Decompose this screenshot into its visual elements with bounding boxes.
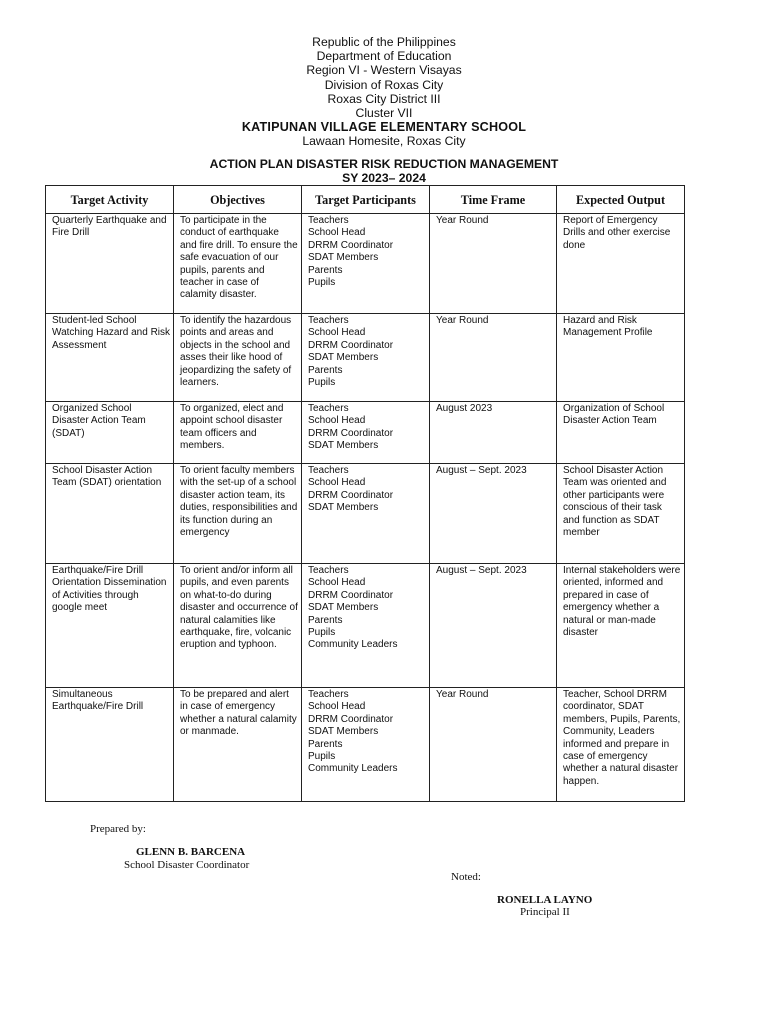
- participants-cell: [302, 464, 430, 564]
- objectives-cell: To identify the hazardous points and areas and objects in the school and asses their like hood of jeopardizing the safety of learners.: [174, 314, 302, 402]
- participant-item: School Head: [308, 327, 366, 339]
- participant-item: School Head: [308, 477, 366, 489]
- noted-label: Noted:: [451, 871, 481, 883]
- participant-item: Parents: [308, 738, 343, 750]
- noter-name: RONELLA LAYNO: [497, 894, 593, 906]
- table-row: [46, 314, 685, 402]
- participant-item: Pupils: [308, 277, 336, 289]
- participant-item: DRRM Coordinator: [308, 427, 394, 439]
- participant-item: Teachers: [308, 215, 349, 226]
- participant-item: Pupils: [308, 377, 336, 389]
- objectives-cell: To orient faculty members with the set-up of a school disaster action team, its duties, responsibilities and its function during an emergency: [174, 464, 302, 564]
- participant-item: Parents: [308, 364, 343, 376]
- expected-output-cell: Hazard and Risk Management Profile: [557, 314, 685, 402]
- objectives-cell: To orient and/or inform all pupils, and even parents on what-to-do during disaster and occurrence of natural calamities like earthquake, fire, volcanic eruption and typhoon.: [174, 564, 302, 688]
- header-line-division: Division of Roxas City: [324, 77, 444, 92]
- time-frame-cell: August – Sept. 2023: [430, 464, 557, 564]
- table-row: [46, 564, 685, 688]
- participant-item: DRRM Coordinator: [308, 239, 394, 251]
- table-row: [46, 688, 685, 802]
- participant-item: SDAT Members: [308, 726, 379, 738]
- activity-cell: School Disaster Action Team (SDAT) orientation: [46, 464, 174, 564]
- preparer-title: School Disaster Coordinator: [124, 859, 250, 871]
- expected-output-cell: Internal stakeholders were oriented, informed and prepared in case of emergency whether a natural or man-made disaster: [557, 564, 685, 688]
- document-header: [0, 35, 768, 149]
- school-name: KATIPUNAN VILLAGE ELEMENTARY SCHOOL: [241, 120, 527, 135]
- participant-item: School Head: [308, 577, 366, 589]
- participant-item: Teachers: [308, 465, 349, 476]
- time-frame-cell: Year Round: [430, 214, 557, 314]
- column-header-target-participants: Target Participants: [302, 186, 430, 214]
- title-line-school-year: SY 2023– 2024: [342, 171, 426, 185]
- participant-item: School Head: [308, 701, 366, 713]
- column-header-time-frame: Time Frame: [430, 186, 557, 214]
- prepared-by-label: Prepared by:: [90, 823, 146, 835]
- activity-cell: Student-led School Watching Hazard and Risk Assessment: [46, 314, 174, 402]
- participant-item: Teachers: [308, 565, 349, 576]
- school-address: Lawaan Homesite, Roxas City: [302, 134, 466, 149]
- activity-cell: Simultaneous Earthquake/Fire Drill: [46, 688, 174, 802]
- column-header-objectives: Objectives: [174, 186, 302, 214]
- participant-item: SDAT Members: [308, 602, 379, 614]
- objectives-cell: To be prepared and alert in case of emergency whether a natural calamity or manmade.: [174, 688, 302, 802]
- table-header-row: [46, 186, 685, 214]
- participant-item: SDAT Members: [308, 502, 379, 514]
- column-header-expected-output: Expected Output: [557, 186, 685, 214]
- table-row: [46, 464, 685, 564]
- participant-item: SDAT Members: [308, 440, 379, 452]
- participant-item: SDAT Members: [308, 352, 379, 364]
- participant-item: DRRM Coordinator: [308, 713, 394, 725]
- participant-item: Community Leaders: [308, 639, 398, 651]
- header-line-district: Roxas City District III: [327, 91, 441, 106]
- header-line-department: Department of Education: [316, 49, 452, 64]
- participant-item: School Head: [308, 227, 366, 239]
- participant-item: Pupils: [308, 751, 336, 763]
- participants-cell: [302, 564, 430, 688]
- document-title: [0, 157, 768, 185]
- time-frame-cell: Year Round: [430, 688, 557, 802]
- table-row: [46, 214, 685, 314]
- participant-item: DRRM Coordinator: [308, 339, 394, 351]
- action-plan-table: [45, 185, 685, 802]
- participant-item: School Head: [308, 415, 366, 427]
- objectives-cell: To organized, elect and appoint school disaster team officers and members.: [174, 402, 302, 464]
- participants-cell: [302, 214, 430, 314]
- title-line-plan: ACTION PLAN DISASTER RISK REDUCTION MANAGEMENT: [209, 157, 559, 171]
- expected-output-cell: Report of Emergency Drills and other exercise done: [557, 214, 685, 314]
- header-line-region: Region VI - Western Visayas: [306, 63, 462, 78]
- participant-item: Teachers: [308, 315, 349, 326]
- participant-item: DRRM Coordinator: [308, 489, 394, 501]
- activity-cell: Quarterly Earthquake and Fire Drill: [46, 214, 174, 314]
- activity-cell: Earthquake/Fire Drill Orientation Dissemination of Activities through google meet: [46, 564, 174, 688]
- participant-item: DRRM Coordinator: [308, 589, 394, 601]
- participant-item: Teachers: [308, 403, 349, 414]
- header-line-cluster: Cluster VII: [355, 106, 413, 121]
- participants-cell: [302, 402, 430, 464]
- participant-item: Parents: [308, 264, 343, 276]
- table-row: [46, 402, 685, 464]
- expected-output-cell: Teacher, School DRRM coordinator, SDAT members, Pupils, Parents, Community, Leaders informed and prepare in case of emergency whether a natural disaster happen.: [557, 688, 685, 802]
- expected-output-cell: School Disaster Action Team was oriented and other participants were conscious of their task and function as SDAT member: [557, 464, 685, 564]
- objectives-cell: To participate in the conduct of earthquake and fire drill. To ensure the safe evacuation of our pupils, parents and teacher in case of calamity disaster.: [174, 214, 302, 314]
- activity-cell: Organized School Disaster Action Team (SDAT): [46, 402, 174, 464]
- participant-item: SDAT Members: [308, 252, 379, 264]
- expected-output-cell: Organization of School Disaster Action Team: [557, 402, 685, 464]
- header-line-republic: Republic of the Philippines: [312, 35, 456, 49]
- participants-cell: [302, 314, 430, 402]
- participant-item: Teachers: [308, 689, 349, 700]
- time-frame-cell: Year Round: [430, 314, 557, 402]
- participants-cell: [302, 688, 430, 802]
- participant-item: Community Leaders: [308, 763, 398, 775]
- time-frame-cell: August – Sept. 2023: [430, 564, 557, 688]
- column-header-target-activity: Target Activity: [46, 186, 174, 214]
- preparer-name: GLENN B. BARCENA: [136, 846, 246, 858]
- participant-item: Pupils: [308, 627, 336, 639]
- participant-item: Parents: [308, 614, 343, 626]
- noter-title: Principal II: [520, 906, 570, 918]
- time-frame-cell: August 2023: [430, 402, 557, 464]
